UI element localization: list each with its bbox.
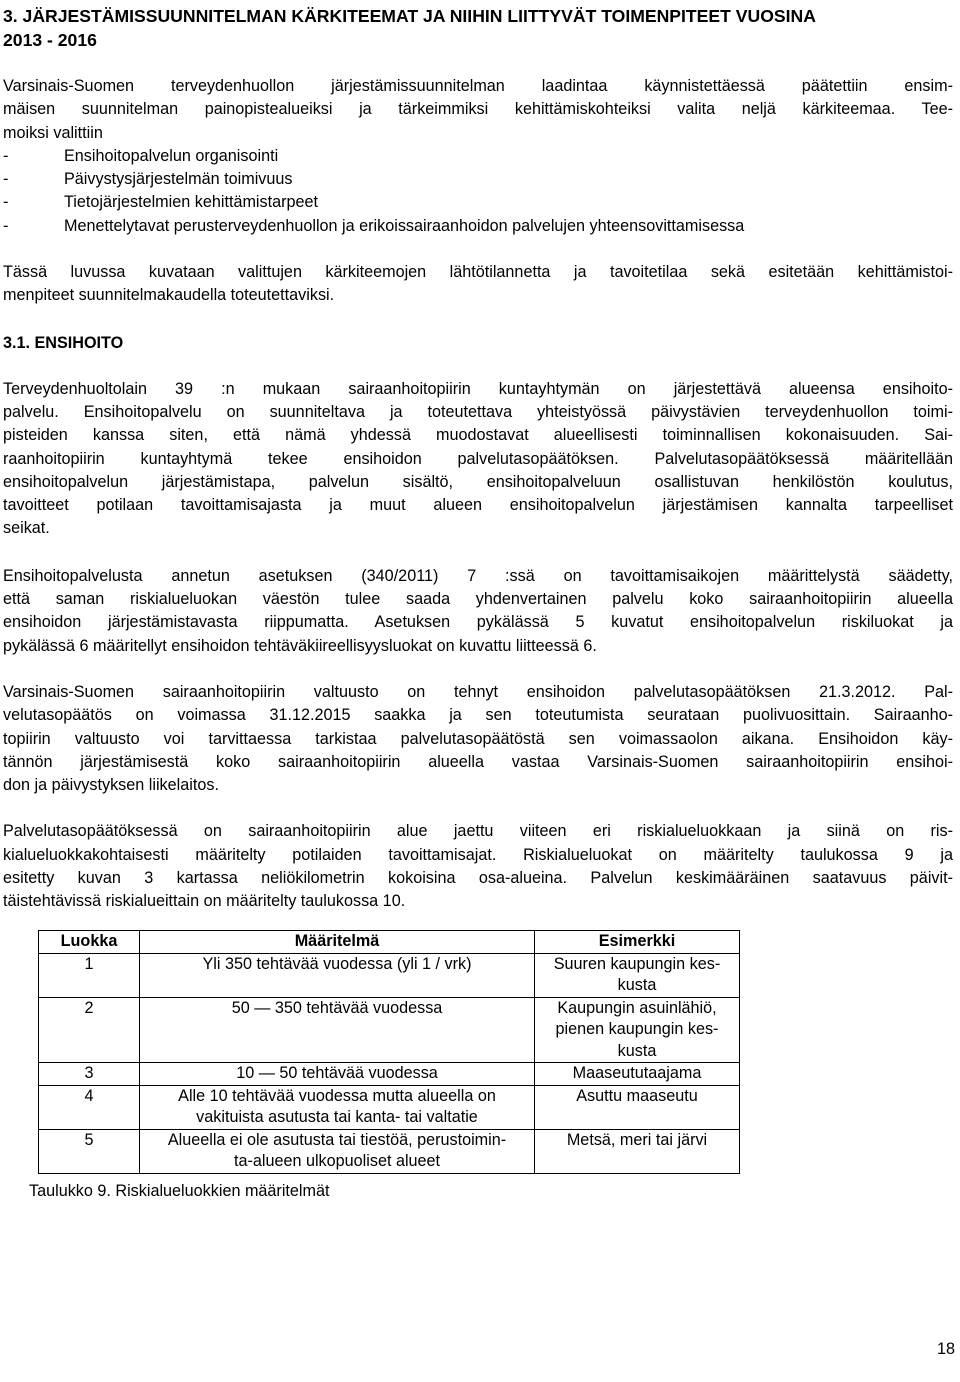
risk-class-table — [38, 930, 740, 1174]
cell-line: ta-alueen ulkopuoliset alueet — [233, 1152, 441, 1170]
cell-line: Alueella ei ole asutusta tai tiestöä, perustoimin- — [167, 1130, 507, 1149]
paragraph-ensihoito-3 — [3, 681, 953, 797]
cell-maaritelma — [140, 1085, 535, 1129]
cell-esimerkki — [535, 1085, 740, 1129]
cell-maaritelma — [140, 953, 535, 997]
text-line: esitetty kuvan 3 kartassa neliökilometrin kokoisina osa-alueina. Palvelun keskimääräinen saatavuus päivit- — [3, 869, 953, 888]
list-item — [3, 168, 953, 191]
text-line: tännön järjestämisestä koko sairaanhoitopiirin alueella vastaa Varsinais-Suomen sairaanhoitopiirin ensihoi- — [3, 752, 953, 771]
list-dash: - — [3, 216, 9, 235]
column-header-esimerkki: Esimerkki — [535, 931, 740, 954]
text-line: Palvelutasopäätöksessä on sairaanhoitopiirin alue jaettu viiteen eri riskialueluokkaan ja siinä on ris- — [3, 822, 953, 841]
text-line: moiksi valittiin — [3, 123, 103, 142]
list-dash: - — [3, 170, 9, 189]
cell-line: Metsä, meri tai järvi — [566, 1130, 708, 1149]
theme-list — [3, 145, 953, 238]
text-line: pisteiden kanssa siten, että nämä yhdessä muodostavat alueellisesti toiminnallisen kokonaisuuden. Sai- — [3, 426, 953, 445]
list-item-text: Tietojärjestelmien kehittämistarpeet — [64, 193, 319, 212]
list-item — [3, 215, 953, 238]
intro-paragraph — [3, 75, 953, 145]
cell-esimerkki — [535, 997, 740, 1063]
text-line: Varsinais-Suomen terveydenhuollon järjestämissuunnitelman laadintaa käynnistettäessä päätettiin ensim- — [3, 77, 953, 95]
text-line: velutasopäätös on voimassa 31.12.2015 saakka ja sen toteutumista seurataan puolivuosittain. Sairaanho- — [3, 706, 953, 725]
cell-line: Kaupungin asuinlähiö, — [557, 998, 717, 1017]
chapter-heading-line: 3. JÄRJESTÄMISSUUNNITELMAN KÄRKITEEMAT JA NIIHIN LIITTYVÄT TOIMENPITEET VUOSINA — [3, 6, 816, 26]
list-item-text: Menettelytavat perusterveydenhuollon ja erikoissairaanhoidon palvelujen yhteensovittamisessa — [64, 216, 745, 235]
table-row — [39, 953, 740, 997]
text-line: Terveydenhuoltolain 39 :n mukaan sairaanhoitopiirin kuntayhtymän on järjestettävä alueensa ensihoito- — [3, 379, 953, 398]
list-item — [3, 191, 953, 214]
cell-esimerkki — [535, 953, 740, 997]
cell-line: Yli 350 tehtävää vuodessa (yli 1 / vrk) — [202, 954, 472, 973]
table-header-row — [39, 931, 740, 954]
paragraph-ensihoito-1 — [3, 378, 953, 541]
cell-maaritelma — [140, 1129, 535, 1173]
text-line: pykälässä 6 määritellyt ensihoidon tehtäväkiireellisyysluokat on kuvattu liitteessä 6. — [3, 636, 597, 655]
chapter-intro-paragraph — [3, 261, 953, 308]
list-dash: - — [3, 146, 9, 165]
list-dash: - — [3, 193, 9, 212]
chapter-heading — [3, 4, 953, 52]
table-row — [39, 1129, 740, 1173]
text-line: Tässä luvussa kuvataan valittujen kärkiteemojen lähtötilannetta ja tavoitetilaa sekä esitetään kehittämistoi- — [3, 263, 953, 282]
text-line: Ensihoitopalvelusta annetun asetuksen (340/2011) 7 :ssä on tavoittamisaikojen määrittelystä säädetty, — [3, 566, 953, 585]
cell-line: 50 — 350 tehtävää vuodessa — [231, 998, 443, 1017]
cell-luokka: 2 — [39, 997, 140, 1063]
cell-line: Maaseututaajama — [572, 1064, 702, 1082]
cell-line: kusta — [617, 1041, 657, 1060]
text-line: Varsinais-Suomen sairaanhoitopiirin valtuusto on tehnyt ensihoidon palvelutasopäätöksen 21.3.2012. Pal- — [3, 682, 953, 701]
text-line: ensihoidon järjestämistavasta riippumatta. Asetuksen pykälässä 5 kuvatut ensihoitopalvelun riskiluokat ja — [3, 613, 953, 632]
text-line: seikat. — [3, 519, 50, 538]
text-line: topiirin valtuusto voi tarvittaessa tarkistaa palvelutasopäätöstä sen voimassaolon aikana. Ensihoidon käy- — [3, 729, 953, 748]
cell-line: Asuttu maaseutu — [576, 1086, 698, 1105]
cell-line: Suuren kaupungin kes- — [553, 954, 721, 973]
text-line: mäisen suunnitelman painopistealueiksi ja tärkeimmiksi kehittämiskohteiksi valita neljä kärkiteemaa. Tee- — [3, 100, 953, 119]
cell-esimerkki — [535, 1063, 740, 1086]
list-item — [3, 145, 953, 168]
text-line: palvelu. Ensihoitopalvelu on suunniteltava ja toteutettava yhteistyössä päivystävien terveydenhuollon toimi- — [3, 402, 953, 421]
cell-luokka: 3 — [39, 1063, 140, 1086]
column-header-luokka: Luokka — [39, 931, 140, 954]
text-line: täistehtävissä riskialueittain on määritelty taulukossa 10. — [3, 892, 406, 911]
paragraph-ensihoito-4 — [3, 820, 953, 913]
cell-luokka: 4 — [39, 1085, 140, 1129]
cell-line: pienen kaupungin kes- — [555, 1020, 719, 1038]
chapter-heading-line: 2013 - 2016 — [3, 30, 97, 50]
text-line: että saman riskialueluokan väestön tulee saada yhdenvertainen palvelu koko sairaanhoitopiirin alueella — [3, 590, 953, 609]
section-title: 3.1. ENSIHOITO — [3, 333, 124, 352]
text-line: ensihoitopalvelun järjestämistapa, palvelun sisältö, ensihoitopalveluun osallistuvan henkilöstön koulutus, — [3, 472, 953, 491]
text-line: tavoitteet potilaan tavoittamisajasta ja muut alueen ensihoitopalvelun järjestämisen kannalta tarpeelliset — [3, 496, 953, 515]
cell-line: Alle 10 tehtävää vuodessa mutta alueella on — [178, 1086, 496, 1105]
column-header-maaritelma: Määritelmä — [140, 931, 535, 954]
cell-line: vakituista asutusta tai kanta- tai valtatie — [196, 1108, 478, 1126]
text-line: menpiteet suunnitelmakaudella toteutettaviksi. — [3, 286, 335, 305]
cell-maaritelma — [140, 997, 535, 1063]
cell-luokka: 5 — [39, 1129, 140, 1173]
cell-line: kusta — [617, 976, 657, 994]
text-line: raanhoitopiirin kuntayhtymä tekee ensihoidon palvelutasopäätöksen. Palvelutasopäätöksessä määritellään — [3, 449, 953, 468]
paragraph-ensihoito-2 — [3, 565, 953, 658]
page-number: 18 — [936, 1340, 955, 1358]
table-row — [39, 1085, 740, 1129]
text-line: don ja päivystyksen liikelaitos. — [3, 776, 219, 795]
cell-esimerkki — [535, 1129, 740, 1173]
table-row — [39, 997, 740, 1063]
list-item-text: Ensihoitopalvelun organisointi — [64, 146, 279, 165]
list-item-text: Päivystysjärjestelmän toimivuus — [64, 170, 293, 189]
document-page — [3, 0, 953, 914]
text-line: kialueluokkakohtaisesti määritelty potilaiden tavoittamisajat. Riskialueluokat on määritelty taulukossa 9 ja — [3, 845, 953, 864]
cell-line: 10 — 50 tehtävää vuodessa — [236, 1064, 438, 1082]
cell-luokka: 1 — [39, 953, 140, 997]
table-caption: Taulukko 9. Riskialueluokkien määritelmät — [29, 1182, 330, 1200]
table-row — [39, 1063, 740, 1086]
cell-maaritelma — [140, 1063, 535, 1086]
